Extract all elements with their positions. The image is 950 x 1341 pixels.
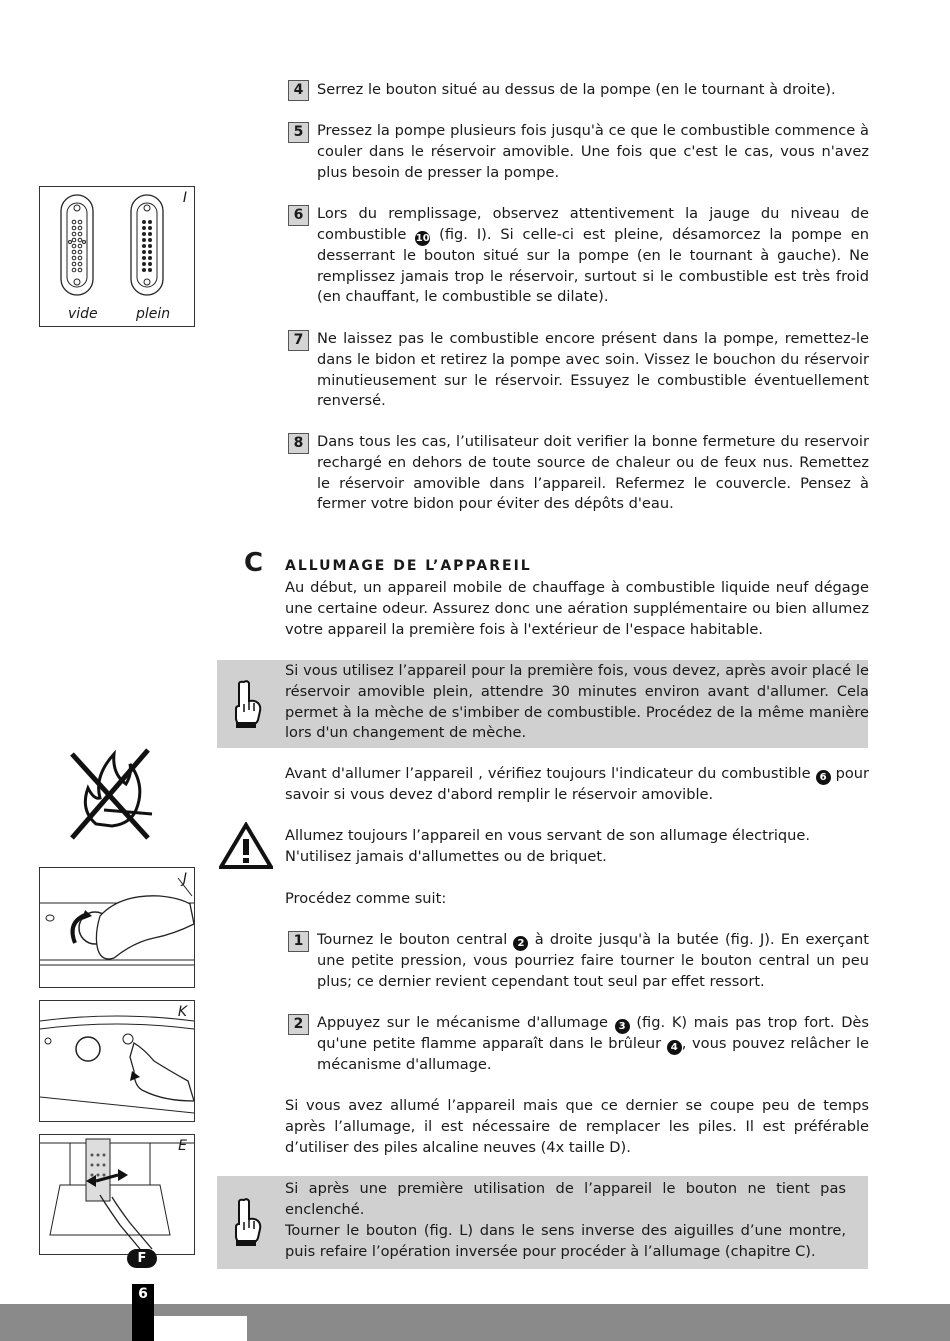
section-title: ALLUMAGE DE L’APPAREIL	[285, 558, 532, 574]
step-number: 2	[288, 1014, 309, 1035]
ref-badge: 6	[816, 770, 831, 785]
note-text: Si vous utilisez l’appareil pour la première fois, vous devez, après avoir placé le réservoir amovible plein, attendre 30 minutes environ avant d'allumer. Cela permet à la mèche de s'imbiber de combustible. Procédez de la même manière lors d'un changement de mèche.	[285, 662, 869, 742]
figure-letter: I	[182, 190, 187, 206]
section-intro: Au début, un appareil mobile de chauffage à combustible liquide neuf dégage une certaine odeur. Assurez donc une aération supplémentaire ou bien allumez votre appareil la première fois à l'extérieur de l'espace habitable.	[285, 579, 869, 638]
ignition-button-illustration	[40, 1001, 194, 1121]
page-number: 6	[138, 1286, 148, 1302]
step-text: Lors du remplissage, observez attentivement la jauge du niveau de combustible 10 (fig. I). Si celle-ci est pleine, désamorcez la pompe en desserrant le bouton situé sur la pompe (en le tournant à gauche). Ne remplissez jamais trop le réservoir, surtout si le combustible est très froid (en chauffant, le combustible se dilate).	[317, 205, 869, 306]
figure-letter: J	[182, 871, 187, 887]
footer-white-block	[154, 1316, 247, 1341]
step-text: Appuyez sur le mécanisme d'allumage 3 (fig. K) mais pas trop fort. Dès qu'une petite flamme apparaît dans le brûleur 4 , vous pouvez relâcher le mécanisme d'allumage.	[317, 1014, 870, 1073]
step-text: Serrez le bouton situé au dessus de la pompe (en le tournant à droite).	[317, 81, 836, 98]
wick-adjust-illustration	[40, 1135, 194, 1254]
check-text: Avant d'allumer l’appareil , vérifiez toujours l'indicateur du combustible 6 pour savoir si vous devez d'abord remplir le réservoir amovible.	[285, 765, 870, 803]
pointing-hand-icon	[230, 1198, 264, 1252]
step-number: 7	[288, 330, 309, 351]
step-text: Dans tous les cas, l’utilisateur doit verifier la bonne fermeture du reservoir rechargé en dehors de toute source de chaleur ou de feux nus. Remettez le réservoir amovible dans l’appareil. Refermez le couvercle. Pensez à fermer votre bidon pour éviter des dépôts d'eau.	[317, 433, 869, 513]
step-number: 5	[288, 122, 309, 143]
ref-badge: 10	[415, 232, 430, 244]
pointing-hand-icon	[230, 680, 264, 734]
note-text: Si après une première utilisation de l’appareil le bouton ne tient pas enclenché.	[285, 1180, 846, 1218]
step-number: 4	[288, 80, 309, 101]
step-text: Tournez le bouton central 2 à droite jusqu'à la butée (fig. J). En exerçant une petite pression, vous pourriez faire tourner le bouton central un peu plus; ce dernier revient cependant tout seul par effet ressort.	[317, 931, 870, 990]
figure-letter: K	[177, 1004, 187, 1020]
ref-badge: 3	[615, 1019, 630, 1034]
no-match-flame-icon	[68, 742, 154, 846]
step-number: 1	[288, 931, 309, 952]
step-text: Ne laissez pas le combustible encore présent dans la pompe, remettez-le dans le bidon et retirez la pompe avec soin. Vissez le bouchon du réservoir minutieusement sur le réservoir. Essuyez le combustible éventuellement renversé.	[317, 330, 869, 410]
figure-e	[39, 1134, 195, 1255]
warning-icon	[219, 822, 273, 874]
turn-knob-illustration	[40, 868, 194, 987]
fuel-gauge-illustration	[40, 187, 194, 326]
section-letter: C	[244, 548, 264, 578]
ref-badge: 4	[667, 1040, 682, 1055]
figure-i	[39, 186, 195, 327]
ref-badge: 2	[513, 936, 528, 951]
figure-j	[39, 867, 195, 988]
note-text: Tourner le bouton (fig. L) dans le sens inverse des aiguilles d’une montre, puis refaire l’opération inversée pour procéder à l’allumage (chapitre C).	[285, 1222, 846, 1260]
step-number: 8	[288, 433, 309, 454]
step-text: Pressez la pompe plusieurs fois jusqu'à ce que le combustible commence à couler dans le réservoir amovible. Une fois que c'est le cas, vous n'avez plus besoin de presser la pompe.	[317, 122, 869, 181]
procedure-label: Procédez comme suit:	[285, 890, 447, 907]
warning-text: Allumez toujours l’appareil en vous servant de son allumage électrique. N'utilisez jamais d'allumettes ou de briquet.	[285, 827, 811, 865]
battery-text: Si vous avez allumé l’appareil mais que ce dernier se coupe peu de temps après l’allumage, il est nécessaire de remplacer les piles. Il est préférable d’utiliser des piles alcaline neuves (4x taille D).	[285, 1097, 869, 1156]
figure-letter: E	[178, 1138, 187, 1154]
step-number: 6	[288, 205, 309, 226]
label-empty: vide	[68, 306, 98, 322]
label-full: plein	[136, 306, 171, 322]
language-badge: F	[127, 1249, 157, 1268]
figure-k	[39, 1000, 195, 1122]
